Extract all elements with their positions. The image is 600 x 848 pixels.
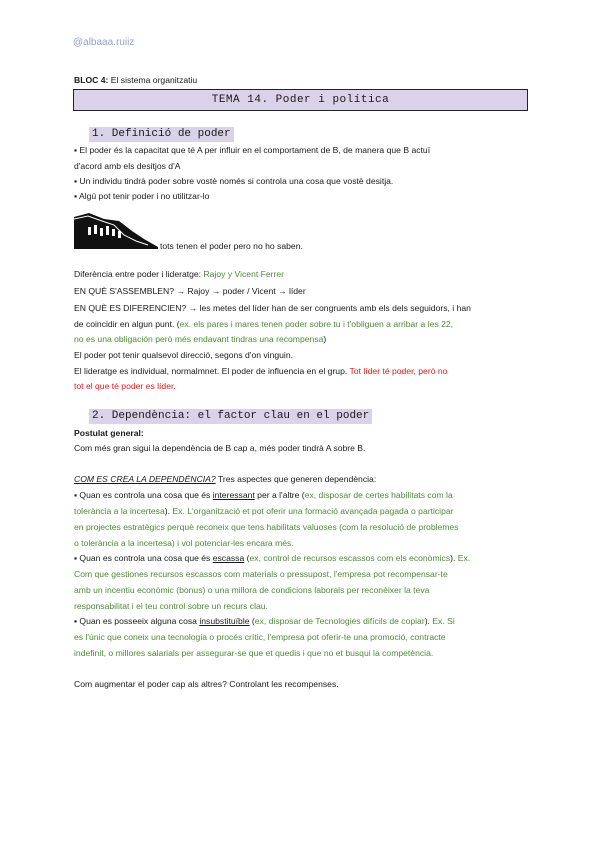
- diferencien-close: ): [323, 334, 327, 344]
- final-line: Com augmentar el poder cap als altres? Controlant les recompenses.: [74, 679, 339, 689]
- diferencien-green-2: no es una obligación però més endavant tindras una recompensa: [74, 334, 324, 344]
- diff-line: [74, 268, 284, 280]
- section-1-title: 1. Definició de poder: [89, 127, 234, 142]
- postulat-text: Com més gran sigui la dependència de B cap a, més poder tindrà A sobre B.: [74, 443, 366, 453]
- image-caption: tots tenen el poder pero no ho saben.: [160, 241, 303, 251]
- b2-green-b: Ex.: [457, 553, 471, 563]
- b3-mid: (: [249, 616, 255, 626]
- s1-bullet1-line1: ▪ El poder és la capacitat que té A per influir en el comportament de B, de manera que B actuï: [74, 145, 431, 155]
- diferencien-line1: EN QUÈ ES DIFERENCIEN? → les metes del líder han de ser congruents amb els dels seguidors, i han: [74, 303, 471, 313]
- b2-line2: Com que gestiones recursos escassos com materials o pressupost, l'empresa pot recompensar-te: [74, 569, 448, 579]
- diferencien-green-1: ex. els pares i mares tenen poder sobre tu i t'obliguen a arribar a les 22,: [179, 319, 454, 329]
- tema-title-box: TEMA 14. Poder i política: [73, 89, 528, 111]
- b2-line3: amb un incentiu econòmic (bonus) o una millora de condicions laborals per reconèixer la teva: [74, 585, 430, 595]
- b2-keyword: escassa: [212, 553, 245, 563]
- b1-line4: o tolerància a la incertesa) i vol potenciar-les encara més.: [74, 538, 294, 548]
- b1-green-b: tolerància a la incertesa: [74, 506, 165, 516]
- b1-green-a: ex, disposar de certes habilitats com la: [304, 490, 453, 500]
- illustration-image: [74, 207, 158, 249]
- s1-bullet2: ▪ Un individu tindrà poder sobre vostè només si controla una cosa que vostè desitja.: [74, 176, 394, 186]
- b3-pre: ▪ Quan es posseeix alguna cosa: [74, 616, 200, 626]
- bloc-heading: [74, 75, 197, 85]
- b2-line4: responsabilitat i el teu control sobre un recurs clau.: [74, 601, 268, 611]
- assemblen-line: EN QUÈ S'ASSEMBLEN? → Rajoy → poder / Vicent → líder: [74, 286, 306, 296]
- crea-text: Tres aspectes que generen dependència:: [215, 474, 377, 484]
- b2-green-a: ex, control de recursos escassos com els econòmics: [249, 553, 451, 563]
- b3-close: ).: [424, 616, 433, 626]
- bloc-label: BLOC 4:: [74, 75, 109, 85]
- b1-line2: [74, 505, 454, 517]
- diff-names: Rajoy y Vicent Ferrer: [203, 269, 285, 279]
- diferencien-line2: [74, 318, 453, 330]
- b3-green-b: Ex. Si: [432, 616, 455, 626]
- b1-line3: en projectes estratègics perquè reconeix que tens habilitats valuoses (com la resolució de problemes: [74, 522, 459, 532]
- b2-line1: [74, 552, 470, 564]
- b3-line3: indefinit, o millores salarials per assegurar-se que et quedis i que no et busqui la competència.: [74, 648, 434, 658]
- b2-mid: (: [244, 553, 250, 563]
- bloc-text: El sistema organitzatiu: [108, 75, 198, 85]
- b1-pre: ▪ Quan es controla una cosa que és: [74, 490, 213, 500]
- lideratge-line1: [74, 365, 447, 377]
- b3-green-a: ex, disposar de Tecnologies difícils de copiar: [254, 616, 425, 626]
- b1-close: ).: [164, 506, 173, 516]
- s1-bullet3: ▪ Algú pot tenir poder i no utilitzar-lo: [74, 191, 210, 201]
- b2-close: ).: [450, 553, 458, 563]
- lideratge-red-1: Tot líder té poder, però no: [349, 366, 448, 376]
- lideratge-line2: tot el que té poder es líder.: [74, 381, 176, 391]
- b1-keyword: interessant: [212, 490, 255, 500]
- crea-question: COM ES CREA LA DEPENDÈNCIA?: [74, 474, 216, 484]
- b1-mid: per a l'altre (: [254, 490, 305, 500]
- diff-label: Diferència entre poder i lideratge:: [74, 269, 204, 279]
- b3-keyword: insubstituïble: [199, 616, 250, 626]
- postulat-label: Postulat general:: [74, 428, 144, 438]
- diferencien-line3: [74, 333, 326, 345]
- b1-line1: [74, 489, 453, 501]
- author-handle: @albaaa.ruiiz: [73, 37, 135, 48]
- crea-line: [74, 473, 376, 485]
- s1-bullet1-line2: d'acord amb els desitjos d'A: [74, 161, 181, 171]
- diferencien-black: de coincidir en algun punt. (: [74, 319, 180, 329]
- lideratge-black: El lideratge es individual, normalmnet. El poder de influencia en el grup.: [74, 366, 350, 376]
- b2-pre: ▪ Quan es controla una cosa que és: [74, 553, 213, 563]
- direccio-line: El poder pot tenir qualsevol direcció, segons d'on vinguin.: [74, 350, 294, 360]
- b3-line1: [74, 615, 455, 627]
- section-2-title: 2. Dependència: el factor clau en el poder: [89, 409, 372, 424]
- b3-line2: es l'únic que coneix una tecnologia o procés crític, l'empresa pot oferir-te una promoció, contracte: [74, 632, 446, 642]
- b1-green-c: Ex. L'organització et pot oferir una formació avançada pagada o participar: [172, 506, 454, 516]
